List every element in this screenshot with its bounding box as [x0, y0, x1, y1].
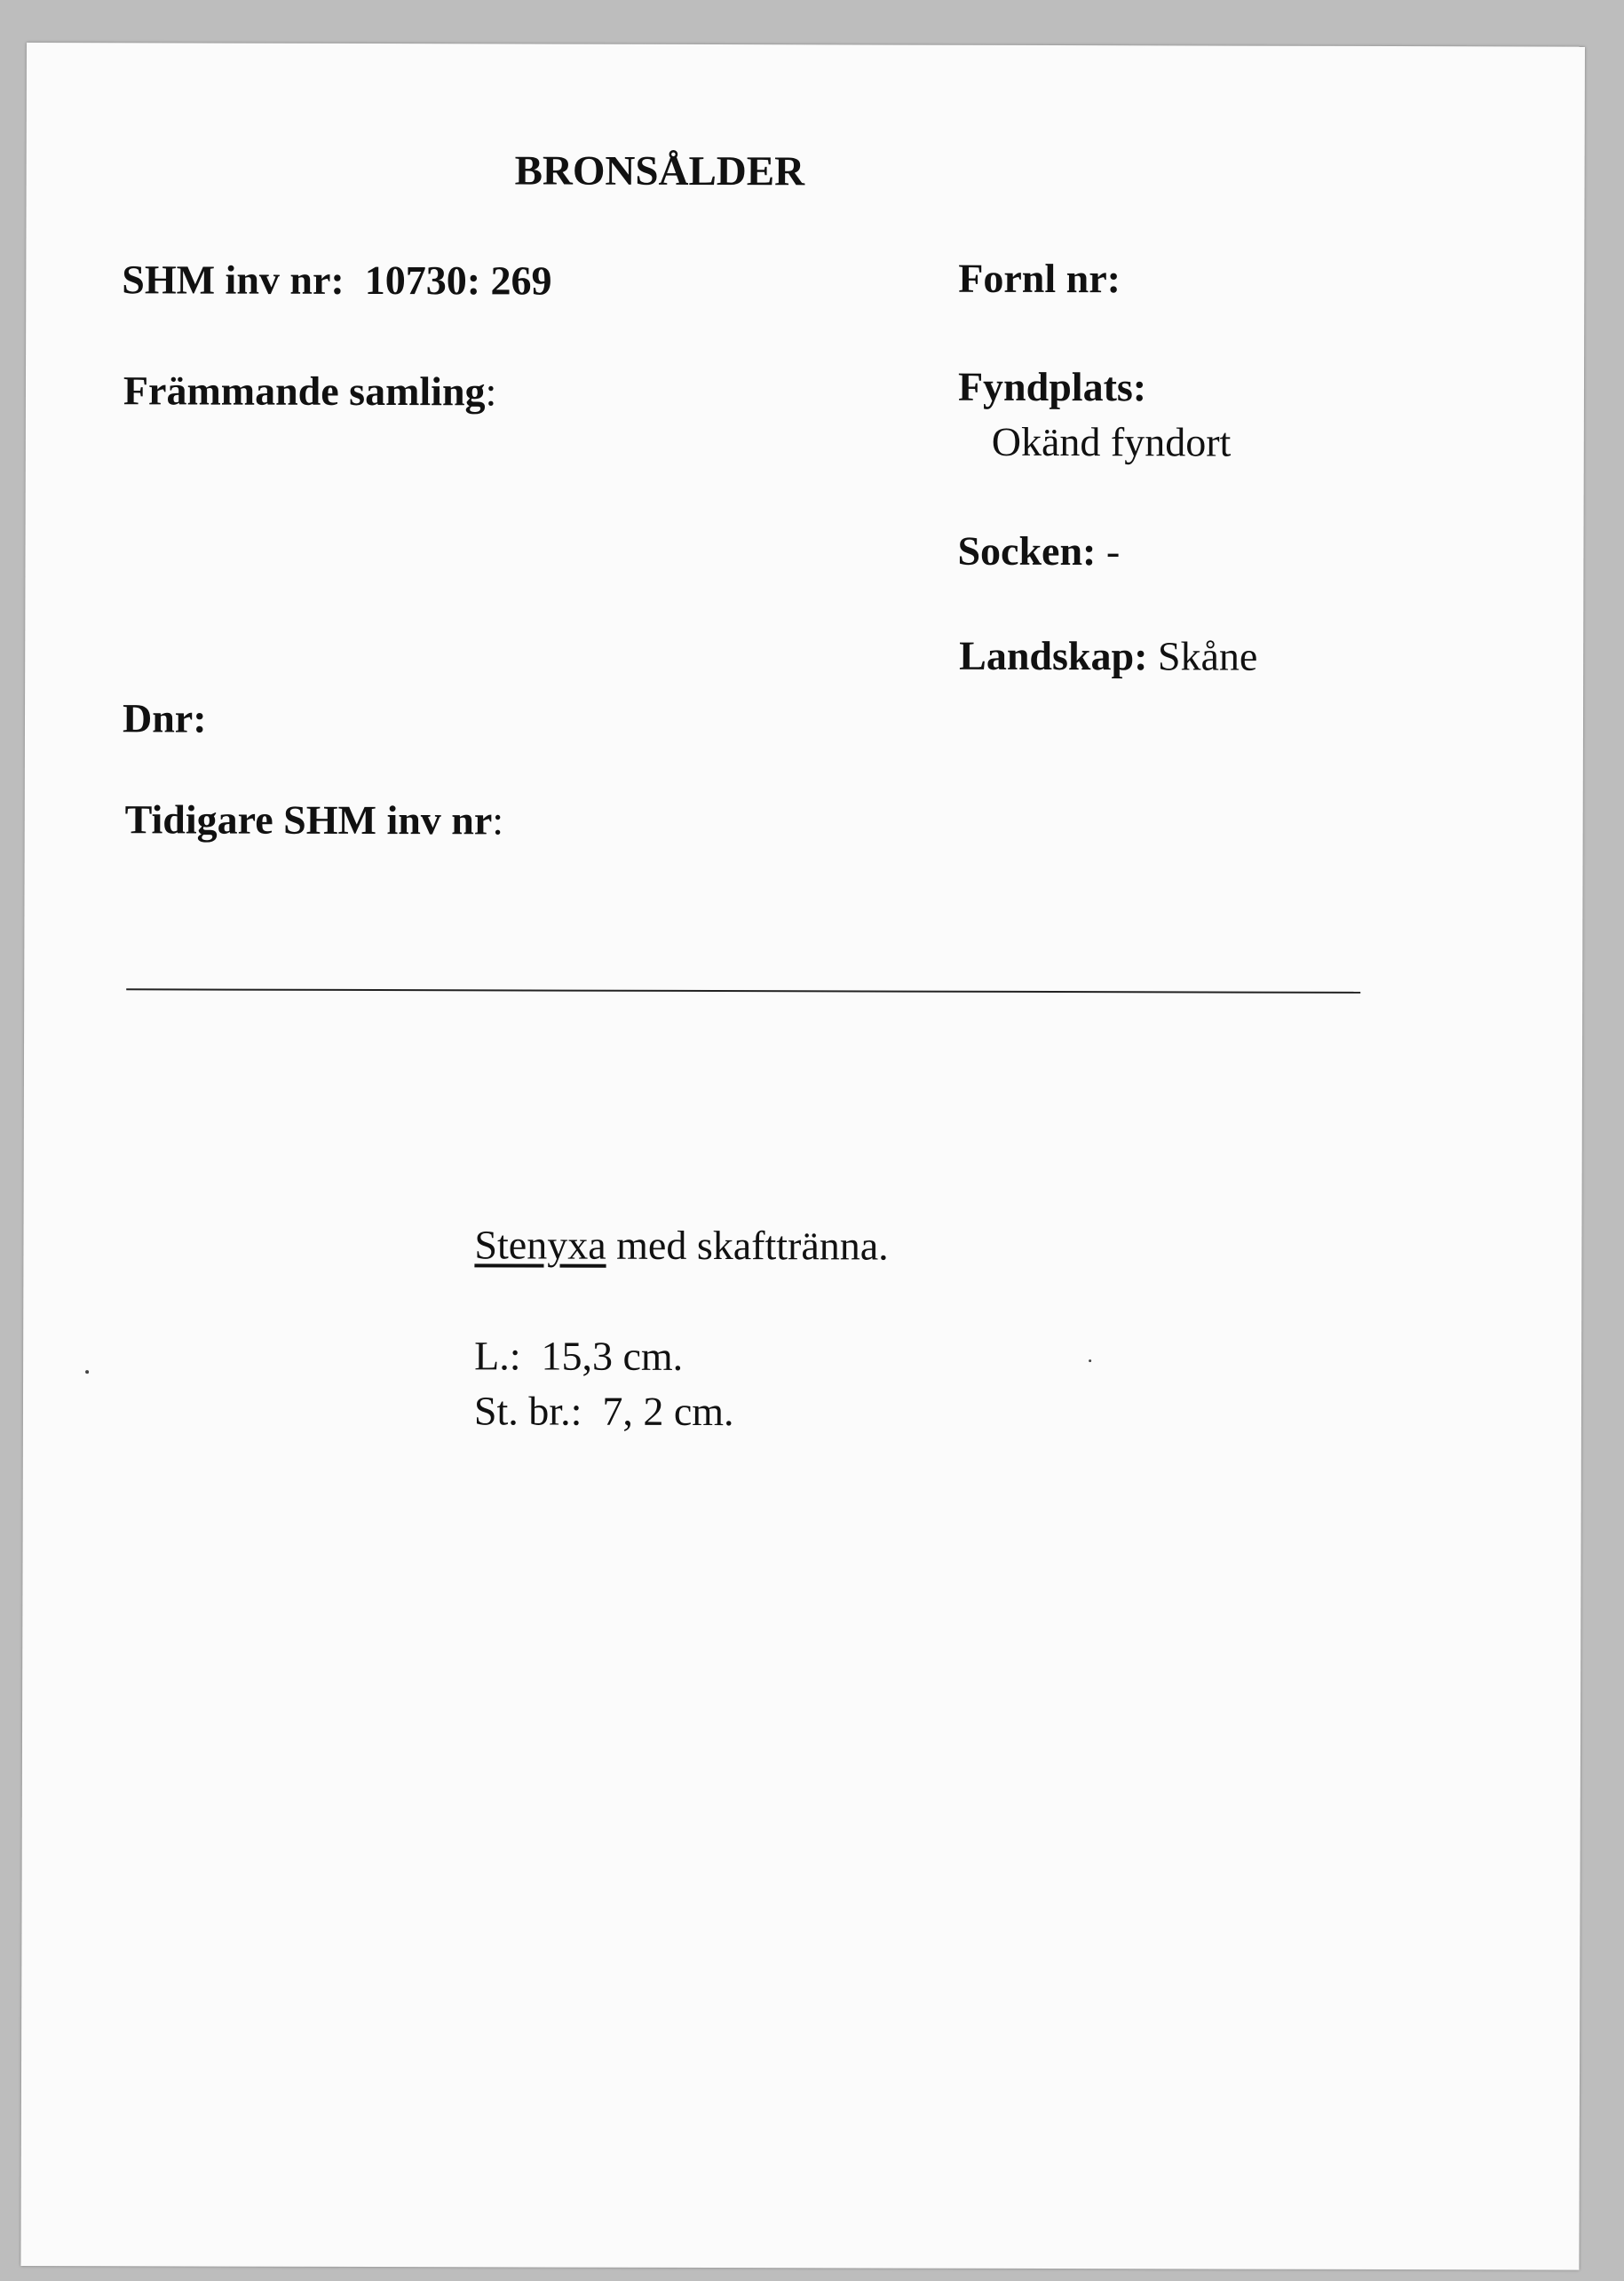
dnr-label: Dnr:	[122, 695, 207, 741]
find-place-label: Fyndplats:	[957, 363, 1147, 410]
length-row	[474, 1335, 683, 1377]
parish-label: Socken:	[957, 527, 1097, 574]
width-value: 7, 2 cm.	[602, 1388, 734, 1435]
object-name: Stenyxa	[474, 1222, 606, 1268]
province-value: Skåne	[1157, 633, 1258, 679]
province-row	[959, 632, 1258, 679]
separator-line	[126, 988, 1360, 994]
previous-inventory-row	[124, 796, 504, 843]
width-label: St. br.:	[473, 1388, 582, 1434]
parish-row	[957, 527, 1121, 574]
width-row	[473, 1388, 734, 1435]
foreign-collection-row	[123, 368, 497, 415]
inventory-number-value: 10730: 269	[364, 257, 552, 304]
period-heading: BRONSÅLDER	[514, 147, 805, 195]
scan-speck	[85, 1370, 89, 1374]
object-description	[474, 1222, 889, 1269]
inventory-number-row	[122, 257, 552, 304]
object-description-rest: med skafttränna.	[606, 1222, 889, 1269]
parish-value: -	[1105, 528, 1121, 574]
fornl-number-label: Fornl nr:	[958, 255, 1121, 302]
archive-card	[20, 43, 1585, 2270]
length-value: 15,3 cm.	[541, 1333, 684, 1379]
inventory-number-label: SHM inv nr:	[122, 257, 345, 303]
previous-inventory-label: Tidigare SHM inv nr	[124, 796, 493, 843]
foreign-collection-label: Främmande samling	[123, 368, 486, 415]
province-label: Landskap:	[959, 632, 1148, 679]
foreign-collection-colon: :	[485, 368, 497, 415]
previous-inventory-colon: :	[492, 797, 504, 843]
find-place-value: Okänd fyndort	[991, 418, 1232, 465]
length-label: L.:	[474, 1333, 521, 1379]
scan-speck	[1089, 1359, 1091, 1362]
